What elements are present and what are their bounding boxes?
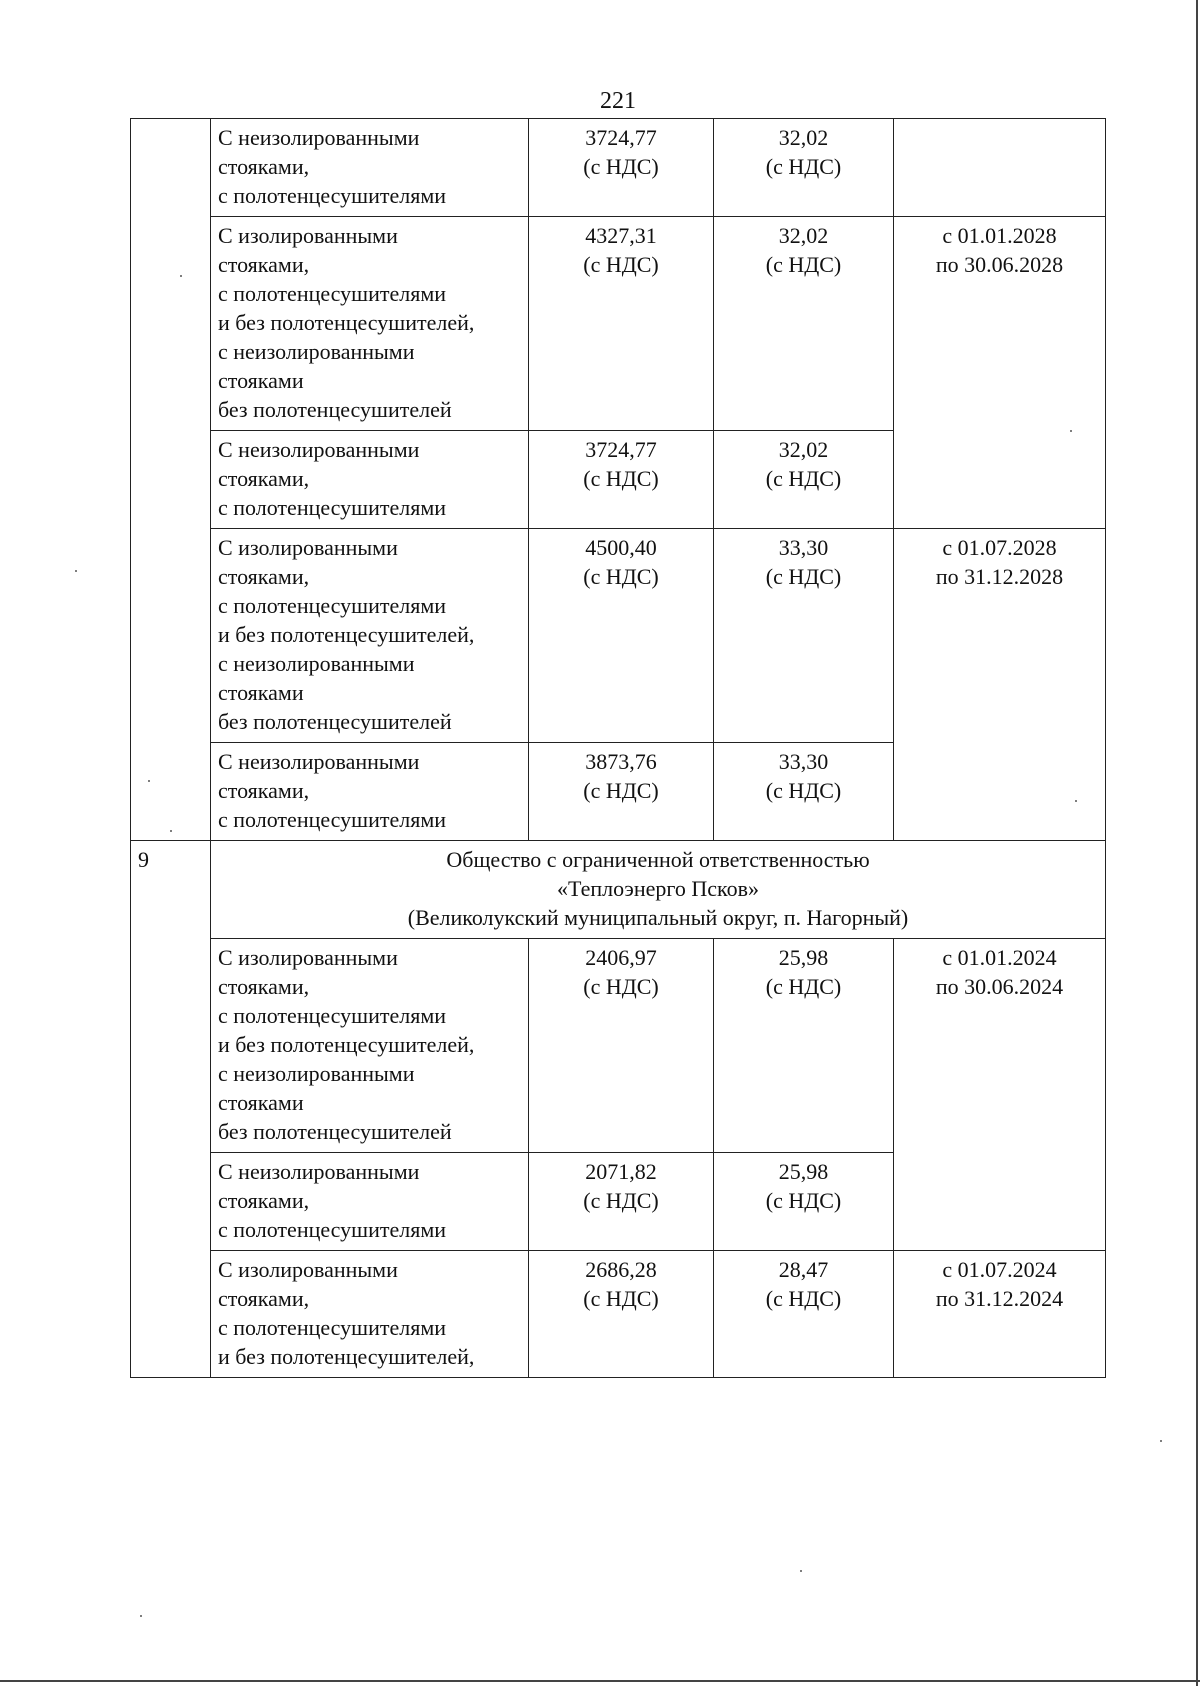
price-cell: 4500,40 (с НДС) bbox=[529, 529, 714, 743]
row-index: 9 bbox=[131, 841, 211, 1378]
rate-cell: 32,02 (с НДС) bbox=[714, 431, 894, 529]
table-row bbox=[131, 939, 1106, 1153]
scan-speck bbox=[75, 570, 77, 572]
scan-speck bbox=[170, 830, 172, 832]
scan-speck bbox=[1070, 430, 1072, 432]
scan-edge-bottom bbox=[0, 1680, 1200, 1682]
price-cell: 3724,77 (с НДС) bbox=[529, 119, 714, 217]
description-cell: С изолированными стояками, с полотенцесушителями и без полотенцесушителей, bbox=[211, 1251, 529, 1378]
rate-cell: 32,02 (с НДС) bbox=[714, 119, 894, 217]
price-cell: 2071,82 (с НДС) bbox=[529, 1153, 714, 1251]
description-cell: С изолированными стояками, с полотенцесушителями и без полотенцесушителей, с неизолированными стояками без полотенцесушителей bbox=[211, 217, 529, 431]
description-cell: С неизолированными стояками, с полотенцесушителями bbox=[211, 743, 529, 841]
period-cell: с 01.07.2024 по 31.12.2024 bbox=[894, 1251, 1106, 1378]
description-cell: С изолированными стояками, с полотенцесушителями и без полотенцесушителей, с неизолированными стояками без полотенцесушителей bbox=[211, 939, 529, 1153]
table-row bbox=[131, 529, 1106, 743]
rate-cell: 25,98 (с НДС) bbox=[714, 939, 894, 1153]
scan-speck bbox=[1160, 1440, 1162, 1442]
scan-speck bbox=[800, 1570, 802, 1572]
period-cell: с 01.01.2028 по 30.06.2028 bbox=[894, 217, 1106, 529]
scan-edge-right bbox=[1196, 0, 1198, 1686]
scan-speck bbox=[148, 780, 150, 782]
scan-speck bbox=[140, 1615, 142, 1617]
description-cell: С неизолированными стояками, с полотенцесушителями bbox=[211, 119, 529, 217]
table-row bbox=[131, 217, 1106, 431]
organization-row bbox=[131, 841, 1106, 939]
rate-cell: 25,98 (с НДС) bbox=[714, 1153, 894, 1251]
page-number: 221 bbox=[600, 88, 636, 114]
scan-speck bbox=[1075, 800, 1077, 802]
description-cell: С неизолированными стояками, с полотенцесушителями bbox=[211, 1153, 529, 1251]
period-cell: с 01.07.2028 по 31.12.2028 bbox=[894, 529, 1106, 841]
rate-cell: 32,02 (с НДС) bbox=[714, 217, 894, 431]
price-cell: 4327,31 (с НДС) bbox=[529, 217, 714, 431]
price-cell: 3873,76 (с НДС) bbox=[529, 743, 714, 841]
price-cell: 3724,77 (с НДС) bbox=[529, 431, 714, 529]
description-cell: С изолированными стояками, с полотенцесушителями и без полотенцесушителей, с неизолированными стояками без полотенцесушителей bbox=[211, 529, 529, 743]
description-cell: С неизолированными стояками, с полотенцесушителями bbox=[211, 431, 529, 529]
rate-cell: 33,30 (с НДС) bbox=[714, 529, 894, 743]
rate-cell: 33,30 (с НДС) bbox=[714, 743, 894, 841]
rate-cell: 28,47 (с НДС) bbox=[714, 1251, 894, 1378]
price-cell: 2686,28 (с НДС) bbox=[529, 1251, 714, 1378]
organization-name-cell: Общество с ограниченной ответственностью «Теплоэнерго Псков» (Великолукский муниципальный округ, п. Нагорный) bbox=[211, 841, 1106, 939]
price-cell: 2406,97 (с НДС) bbox=[529, 939, 714, 1153]
scan-speck bbox=[180, 275, 182, 277]
index-cell-continued bbox=[131, 119, 211, 841]
table-row bbox=[131, 119, 1106, 217]
period-cell-continued bbox=[894, 119, 1106, 217]
table-row bbox=[131, 1251, 1106, 1378]
period-cell: с 01.01.2024 по 30.06.2024 bbox=[894, 939, 1106, 1251]
tariff-table bbox=[130, 118, 1106, 1378]
